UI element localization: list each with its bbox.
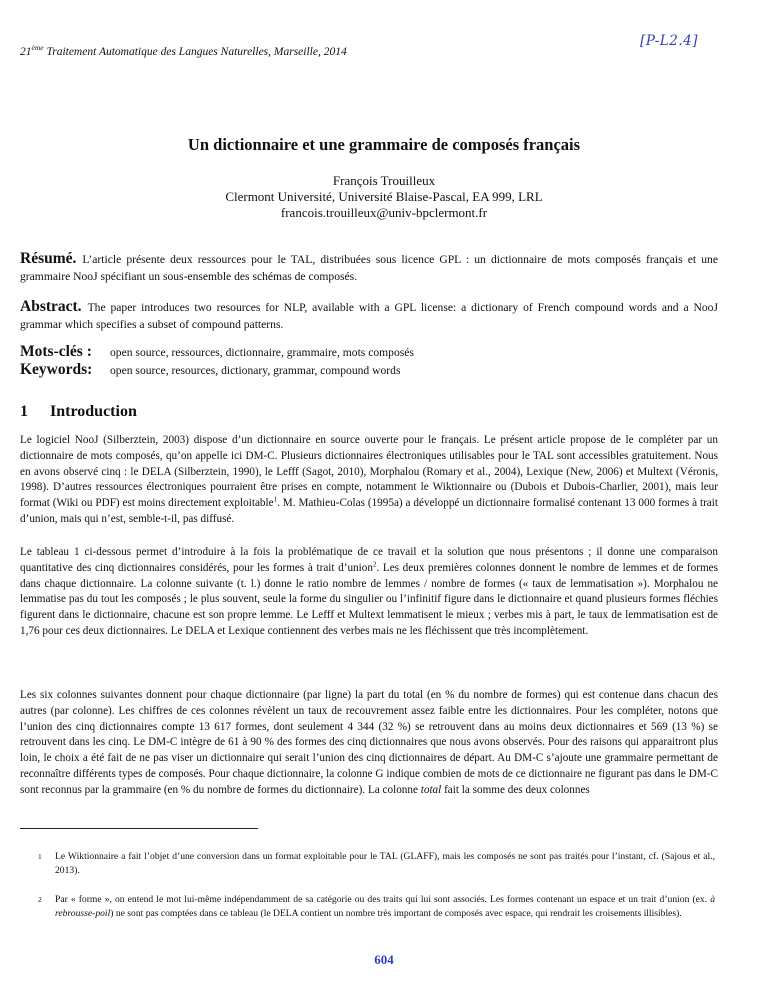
author-affiliation: Clermont Université, Université Blaise-Pascal, EA 999, LRL xyxy=(225,189,543,204)
keywords-en-heading: Keywords: xyxy=(20,361,93,378)
resume-text: L’article présente deux ressources pour le TAL, distribuées sous licence GPL : un dictionnaire de mots composés français et une grammaire NooJ spécifiant un sous-ensemble des schémas de composés. xyxy=(20,253,718,283)
footnote-1 xyxy=(38,850,715,877)
conference-name: Traitement Automatique des Langues Naturelles, Marseille, 2014 xyxy=(43,45,347,58)
edition-number: 21 xyxy=(20,45,32,58)
footnote-2-text-a: Par « forme », on entend le mot lui-même indépendamment de sa catégorie ou des traits qui lui sont associés. Les formes contenant un espace et un trait d’union (ex. xyxy=(55,894,711,905)
p1-text-a: Le logiciel NooJ (Silberztein, 2003) dispose d’un dictionnaire en source ouverte pour le français. Le présent article propose de le compléter par un dictionnaire de mots composés, qu’on appelle ici DM-C. Plusieurs dictionnaires électroniques utilisables pour le TAL sont accessibles gratuitement. Nous en avons observé cinq : le DELA (Silberztein, 1990), le Lefff (Sagot, 2010), Morphalou (Romary et al., 2004), Lexique (New, 2006) et Multext (Véronis, 1998). D’autres ressources électroniques pourraient être prises en compte, notamment le Wiktionnaire ou (Dubois et Dubois-Charlier, 2001), mais leur format (Wiki ou PDF) est moins directement exploitable xyxy=(20,434,718,510)
p2-text-b: . Les deux premières colonnes donnent le nombre de lemmes et de formes dans chaque dictionnaire. La colonne suivante (t. l.) donne le ratio nombre de lemmes / nombre de formes (« taux de lemmatisation »). Morphalou ne lemmatise pas du tout les composés ; le plus souvent, seule la forme du singulier ou l’infinitif figure dans le dictionnaire et quand plusieurs formes fléchies figurent dans le dictionnaire, chacune est son propre lemme. Le Lefff et Multext lemmatisent le mieux ; verbes mis à part, le taux de lemmatisation est de 1,76 pour ces deux dictionnaires. Le DELA et Lexique contiennent des verbes mais ne les fléchissent que très incomplètement. xyxy=(20,561,718,637)
abstract-text: The paper introduces two resources for NLP, available with a GPL license: a dictionary of French compound words and a NooJ grammar which specifies a subset of compound patterns. xyxy=(20,301,718,331)
footnote-1-mark: 1 xyxy=(38,852,42,861)
footnote-ref-2[interactable]: 2 xyxy=(372,560,377,569)
keywords-fr-text: open source, ressources, dictionnaire, grammaire, mots composés xyxy=(110,346,414,359)
footnote-2-emphasis: à rebrousse-poil xyxy=(55,894,715,919)
footnote-2 xyxy=(38,893,715,920)
footnote-2-mark: 2 xyxy=(38,895,42,904)
page-number: 604 xyxy=(374,952,394,967)
p3-emphasis: total xyxy=(420,783,442,796)
abstract-block xyxy=(20,298,718,333)
paragraph-3 xyxy=(20,688,718,799)
p1-text-b: . M. Mathieu-Colas (1995a) a développé un dictionnaire formalisé contenant 13 000 formes à trait d’union, mais qui n’est, semble-t-il, pas diffusé. xyxy=(20,497,718,525)
footnote-rule xyxy=(20,828,258,829)
section-number: 1 xyxy=(20,403,28,420)
abstract-heading: Abstract. xyxy=(20,298,82,315)
conference-header xyxy=(20,43,347,58)
paragraph-2 xyxy=(20,545,718,640)
keywords-fr-heading: Mots-clés : xyxy=(20,343,92,360)
footnote-2-text-b: ) ne sont pas comptées dans ce tableau (le DELA contient un nombre très important de composés avec espace, qui rendrait les croisements illisibles). xyxy=(110,907,682,919)
p3-text-b: fait la somme des deux colonnes xyxy=(441,783,590,796)
keywords-fr xyxy=(20,343,414,361)
p3-text-a: Les six colonnes suivantes donnent pour chaque dictionnaire (par ligne) la part du total (en % du nombre de formes) qui est contenue dans chacun des autres (par colonne). Les chiffres de ces colonnes révèlent un taux de recouvrement assez faible entre les dictionnaires. Pour les compléter, notons que l’union des cinq dictionnaires compte 13 617 formes, dont seulement 4 344 (32 %) se retrouvent dans au moins deux dictionnaires et 569 (13 %) se retrouvent dans les cinq. Le DM-C intègre de 61 à 90 % des formes des cinq dictionnaires que nous avons observés. Pour des raisons qui apparaitront plus loin, le choix a été fait de ne pas viser un dictionnaire qui serait l’union des cinq dictionnaires de départ. Au DM-C s’ajoute une grammaire permettant de reconnaître différents types de composés. Pour chaque dictionnaire, la colonne G indique combien de mots de ce dictionnaire ne figurant pas dans le DM-C sont reconnus par la grammaire (en % du nombre de formes du dictionnaire). La colonne xyxy=(20,689,718,796)
keywords-en xyxy=(20,361,400,379)
keywords-en-text: open source, resources, dictionary, grammar, compound words xyxy=(110,364,401,377)
author-block xyxy=(0,173,768,221)
paper-title: Un dictionnaire et une grammaire de composés français xyxy=(187,135,581,154)
footnote-ref-1[interactable]: 1 xyxy=(273,495,278,504)
author-email: francois.trouilleux@univ-bpclermont.fr xyxy=(280,205,488,220)
paragraph-1 xyxy=(20,433,718,528)
p2-text-a: Le tableau 1 ci-dessous permet d’introduire à la fois la problématique de ce travail et la solution que nous présentons ; il donne une comparaison quantitative des cinq dictionnaires considérés, pour les formes à trait d’union xyxy=(20,546,718,574)
section-heading xyxy=(20,403,137,421)
paper-code: [P-L2.4] xyxy=(640,33,698,49)
edition-superscript: ème xyxy=(31,43,44,52)
section-title: Introduction xyxy=(50,403,137,420)
footnote-1-text: Le Wiktionnaire a fait l’objet d’une conversion dans un format exploitable pour le TAL (GLAFF), mais les composés ne sont pas traités pour l’instant, cf. (Sajous et al., 2013). xyxy=(55,851,715,876)
resume-heading: Résumé. xyxy=(20,250,77,267)
author-name: François Trouilleux xyxy=(332,173,436,188)
resume-block xyxy=(20,250,718,285)
